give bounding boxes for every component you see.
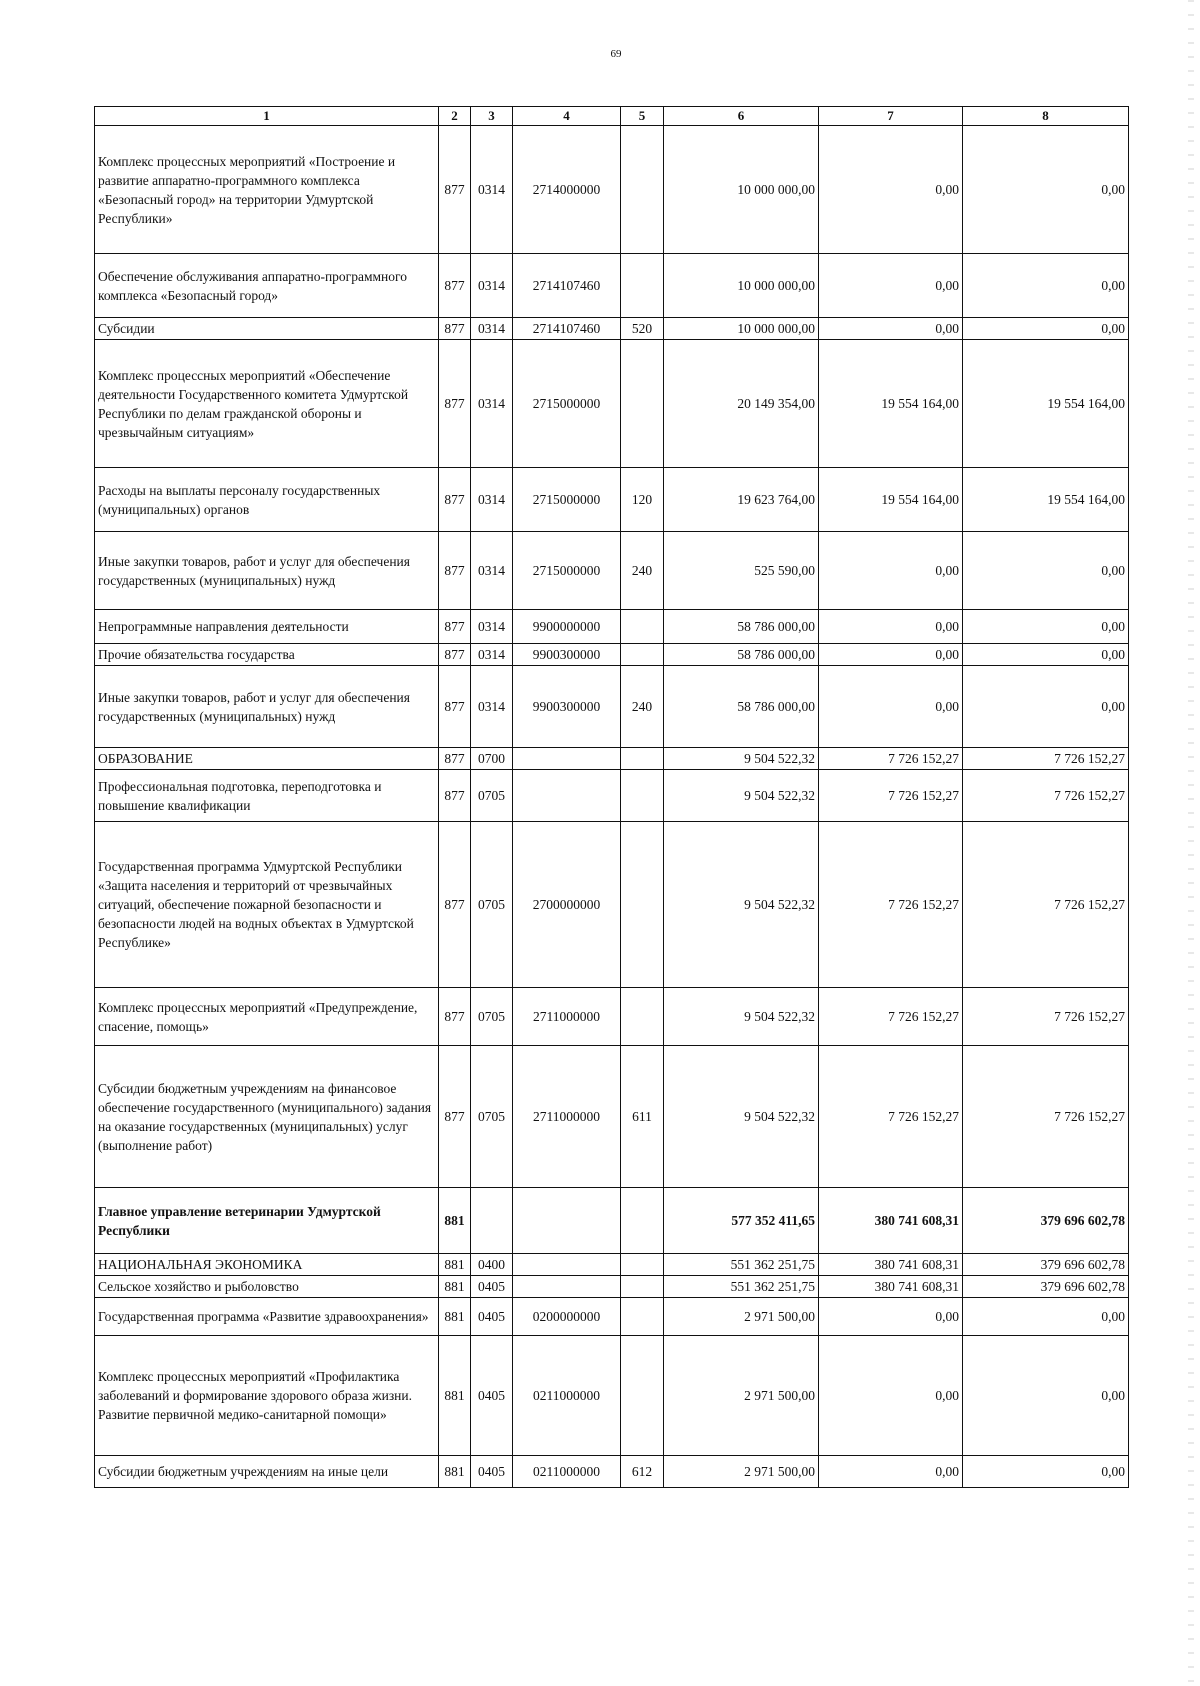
amount-col6-cell: 58 786 000,00 xyxy=(664,644,819,666)
amount-col8-cell: 0,00 xyxy=(963,532,1129,610)
amount-col7-cell: 0,00 xyxy=(819,1456,963,1488)
admin-code-cell: 877 xyxy=(439,610,471,644)
target-article-cell: 0211000000 xyxy=(513,1336,621,1456)
column-header: 2 xyxy=(439,107,471,126)
column-header: 4 xyxy=(513,107,621,126)
amount-col7-cell: 380 741 608,31 xyxy=(819,1276,963,1298)
amount-col6-cell: 577 352 411,65 xyxy=(664,1188,819,1254)
table-row xyxy=(95,748,1129,770)
target-article-cell xyxy=(513,1254,621,1276)
table-row xyxy=(95,1254,1129,1276)
amount-col6-cell: 525 590,00 xyxy=(664,532,819,610)
amount-col7-cell: 0,00 xyxy=(819,254,963,318)
target-article-cell: 2715000000 xyxy=(513,532,621,610)
amount-col6-cell: 9 504 522,32 xyxy=(664,748,819,770)
table-row xyxy=(95,610,1129,644)
page-number: 69 xyxy=(610,48,622,60)
amount-col7-cell: 0,00 xyxy=(819,318,963,340)
column-header: 3 xyxy=(471,107,513,126)
amount-col7-cell: 7 726 152,27 xyxy=(819,748,963,770)
target-article-cell: 2714000000 xyxy=(513,126,621,254)
row-name-cell: Обеспечение обслуживания аппаратно-программного комплекса «Безопасный город» xyxy=(95,254,439,318)
admin-code-cell: 877 xyxy=(439,988,471,1046)
admin-code-cell: 877 xyxy=(439,318,471,340)
amount-col6-cell: 10 000 000,00 xyxy=(664,254,819,318)
column-number-row xyxy=(95,107,1129,126)
amount-col7-cell: 7 726 152,27 xyxy=(819,1046,963,1188)
row-name-cell: Субсидии бюджетным учреждениям на иные цели xyxy=(95,1456,439,1488)
admin-code-cell: 877 xyxy=(439,1046,471,1188)
amount-col6-cell: 10 000 000,00 xyxy=(664,318,819,340)
section-code-cell: 0700 xyxy=(471,748,513,770)
target-article-cell xyxy=(513,1276,621,1298)
column-header: 6 xyxy=(664,107,819,126)
amount-col8-cell: 0,00 xyxy=(963,254,1129,318)
amount-col6-cell: 58 786 000,00 xyxy=(664,610,819,644)
amount-col7-cell: 380 741 608,31 xyxy=(819,1188,963,1254)
section-code-cell: 0705 xyxy=(471,988,513,1046)
expense-type-cell: 611 xyxy=(621,1046,664,1188)
amount-col8-cell: 0,00 xyxy=(963,1298,1129,1336)
amount-col7-cell: 0,00 xyxy=(819,1336,963,1456)
amount-col7-cell: 0,00 xyxy=(819,1298,963,1336)
amount-col6-cell: 9 504 522,32 xyxy=(664,770,819,822)
amount-col7-cell: 0,00 xyxy=(819,610,963,644)
section-code-cell: 0314 xyxy=(471,340,513,468)
admin-code-cell: 877 xyxy=(439,340,471,468)
column-header: 8 xyxy=(963,107,1129,126)
amount-col8-cell: 19 554 164,00 xyxy=(963,468,1129,532)
row-name-cell: Субсидии xyxy=(95,318,439,340)
target-article-cell xyxy=(513,770,621,822)
target-article-cell: 9900300000 xyxy=(513,666,621,748)
target-article-cell: 2700000000 xyxy=(513,822,621,988)
section-code-cell xyxy=(471,1188,513,1254)
row-name-cell: Иные закупки товаров, работ и услуг для обеспечения государственных (муниципальных) нужд xyxy=(95,666,439,748)
row-name-cell: Иные закупки товаров, работ и услуг для обеспечения государственных (муниципальных) нужд xyxy=(95,532,439,610)
table-row xyxy=(95,1336,1129,1456)
target-article-cell: 0211000000 xyxy=(513,1456,621,1488)
expense-type-cell xyxy=(621,1188,664,1254)
amount-col8-cell: 379 696 602,78 xyxy=(963,1276,1129,1298)
section-code-cell: 0314 xyxy=(471,254,513,318)
amount-col7-cell: 0,00 xyxy=(819,644,963,666)
expense-type-cell xyxy=(621,1298,664,1336)
column-header: 7 xyxy=(819,107,963,126)
scan-edge-marks xyxy=(1188,0,1194,1686)
target-article-cell xyxy=(513,748,621,770)
target-article-cell: 9900000000 xyxy=(513,610,621,644)
amount-col7-cell: 0,00 xyxy=(819,666,963,748)
amount-col6-cell: 10 000 000,00 xyxy=(664,126,819,254)
expense-type-cell xyxy=(621,644,664,666)
expense-type-cell xyxy=(621,1254,664,1276)
table-row xyxy=(95,1046,1129,1188)
amount-col6-cell: 9 504 522,32 xyxy=(664,1046,819,1188)
table-row xyxy=(95,468,1129,532)
column-header: 5 xyxy=(621,107,664,126)
budget-table xyxy=(94,106,1129,1488)
section-code-cell: 0705 xyxy=(471,822,513,988)
amount-col6-cell: 551 362 251,75 xyxy=(664,1254,819,1276)
amount-col8-cell: 19 554 164,00 xyxy=(963,340,1129,468)
target-article-cell: 2711000000 xyxy=(513,988,621,1046)
admin-code-cell: 877 xyxy=(439,254,471,318)
amount-col8-cell: 7 726 152,27 xyxy=(963,988,1129,1046)
amount-col8-cell: 0,00 xyxy=(963,644,1129,666)
expense-type-cell: 240 xyxy=(621,532,664,610)
expense-type-cell xyxy=(621,770,664,822)
amount-col8-cell: 0,00 xyxy=(963,1456,1129,1488)
admin-code-cell: 877 xyxy=(439,532,471,610)
row-name-cell: Главное управление ветеринарии Удмуртской Республики xyxy=(95,1188,439,1254)
amount-col6-cell: 9 504 522,32 xyxy=(664,822,819,988)
amount-col6-cell: 2 971 500,00 xyxy=(664,1336,819,1456)
target-article-cell: 2714107460 xyxy=(513,318,621,340)
table-row xyxy=(95,770,1129,822)
row-name-cell: Субсидии бюджетным учреждениям на финансовое обеспечение государственного (муниципального) задания на оказание государственных (муниципальных) услуг (выполнение работ) xyxy=(95,1046,439,1188)
table-row xyxy=(95,1298,1129,1336)
row-name-cell: Комплекс процессных мероприятий «Обеспечение деятельности Государственного комитета Удмуртской Республики по делам гражданской обороны и чрезвычайным ситуациям» xyxy=(95,340,439,468)
table-row xyxy=(95,666,1129,748)
section-code-cell: 0705 xyxy=(471,770,513,822)
table-row xyxy=(95,532,1129,610)
section-code-cell: 0314 xyxy=(471,126,513,254)
amount-col6-cell: 2 971 500,00 xyxy=(664,1456,819,1488)
amount-col6-cell: 551 362 251,75 xyxy=(664,1276,819,1298)
expense-type-cell xyxy=(621,610,664,644)
amount-col6-cell: 9 504 522,32 xyxy=(664,988,819,1046)
admin-code-cell: 881 xyxy=(439,1254,471,1276)
section-code-cell: 0314 xyxy=(471,666,513,748)
amount-col7-cell: 0,00 xyxy=(819,532,963,610)
admin-code-cell: 881 xyxy=(439,1276,471,1298)
section-code-cell: 0314 xyxy=(471,468,513,532)
admin-code-cell: 877 xyxy=(439,666,471,748)
row-name-cell: НАЦИОНАЛЬНАЯ ЭКОНОМИКА xyxy=(95,1254,439,1276)
expense-type-cell xyxy=(621,988,664,1046)
expense-type-cell xyxy=(621,1336,664,1456)
amount-col8-cell: 0,00 xyxy=(963,126,1129,254)
expense-type-cell xyxy=(621,748,664,770)
amount-col8-cell: 379 696 602,78 xyxy=(963,1254,1129,1276)
table-row xyxy=(95,1188,1129,1254)
admin-code-cell: 877 xyxy=(439,468,471,532)
expense-type-cell xyxy=(621,1276,664,1298)
admin-code-cell: 877 xyxy=(439,748,471,770)
admin-code-cell: 881 xyxy=(439,1298,471,1336)
target-article-cell: 0200000000 xyxy=(513,1298,621,1336)
amount-col8-cell: 0,00 xyxy=(963,610,1129,644)
section-code-cell: 0405 xyxy=(471,1298,513,1336)
row-name-cell: Комплекс процессных мероприятий «Построение и развитие аппаратно-программного комплекса «Безопасный город» на территории Удмуртской Республики» xyxy=(95,126,439,254)
section-code-cell: 0405 xyxy=(471,1336,513,1456)
admin-code-cell: 881 xyxy=(439,1188,471,1254)
table-row xyxy=(95,988,1129,1046)
admin-code-cell: 877 xyxy=(439,126,471,254)
expense-type-cell: 520 xyxy=(621,318,664,340)
target-article-cell: 2715000000 xyxy=(513,340,621,468)
amount-col8-cell: 0,00 xyxy=(963,666,1129,748)
amount-col8-cell: 7 726 152,27 xyxy=(963,770,1129,822)
table-row xyxy=(95,1276,1129,1298)
table-row xyxy=(95,822,1129,988)
amount-col8-cell: 7 726 152,27 xyxy=(963,1046,1129,1188)
target-article-cell: 9900300000 xyxy=(513,644,621,666)
admin-code-cell: 881 xyxy=(439,1336,471,1456)
admin-code-cell: 881 xyxy=(439,1456,471,1488)
amount-col7-cell: 7 726 152,27 xyxy=(819,822,963,988)
expense-type-cell xyxy=(621,254,664,318)
expense-type-cell xyxy=(621,340,664,468)
amount-col6-cell: 19 623 764,00 xyxy=(664,468,819,532)
expense-type-cell xyxy=(621,126,664,254)
row-name-cell: Непрограммные направления деятельности xyxy=(95,610,439,644)
row-name-cell: Сельское хозяйство и рыболовство xyxy=(95,1276,439,1298)
table-row xyxy=(95,318,1129,340)
section-code-cell: 0705 xyxy=(471,1046,513,1188)
row-name-cell: Расходы на выплаты персоналу государственных (муниципальных) органов xyxy=(95,468,439,532)
row-name-cell: Государственная программа Удмуртской Республики «Защита населения и территорий от чрезвычайных ситуаций, обеспечение пожарной безопасности и безопасности людей на водных объектах в Удмуртской Республике» xyxy=(95,822,439,988)
table-row xyxy=(95,126,1129,254)
amount-col7-cell: 19 554 164,00 xyxy=(819,340,963,468)
table-row xyxy=(95,644,1129,666)
row-name-cell: Прочие обязательства государства xyxy=(95,644,439,666)
row-name-cell: Комплекс процессных мероприятий «Предупреждение, спасение, помощь» xyxy=(95,988,439,1046)
amount-col6-cell: 58 786 000,00 xyxy=(664,666,819,748)
amount-col8-cell: 7 726 152,27 xyxy=(963,748,1129,770)
section-code-cell: 0314 xyxy=(471,644,513,666)
row-name-cell: Профессиональная подготовка, переподготовка и повышение квалификации xyxy=(95,770,439,822)
expense-type-cell: 612 xyxy=(621,1456,664,1488)
expense-type-cell: 240 xyxy=(621,666,664,748)
expense-type-cell xyxy=(621,822,664,988)
expense-type-cell: 120 xyxy=(621,468,664,532)
row-name-cell: Комплекс процессных мероприятий «Профилактика заболеваний и формирование здорового образа жизни. Развитие первичной медико-санитарной помощи» xyxy=(95,1336,439,1456)
amount-col7-cell: 0,00 xyxy=(819,126,963,254)
amount-col6-cell: 20 149 354,00 xyxy=(664,340,819,468)
section-code-cell: 0405 xyxy=(471,1276,513,1298)
table-row xyxy=(95,340,1129,468)
section-code-cell: 0314 xyxy=(471,610,513,644)
amount-col8-cell: 0,00 xyxy=(963,318,1129,340)
row-name-cell: ОБРАЗОВАНИЕ xyxy=(95,748,439,770)
amount-col7-cell: 7 726 152,27 xyxy=(819,770,963,822)
table-row xyxy=(95,1456,1129,1488)
amount-col7-cell: 7 726 152,27 xyxy=(819,988,963,1046)
table-row xyxy=(95,254,1129,318)
amount-col8-cell: 379 696 602,78 xyxy=(963,1188,1129,1254)
section-code-cell: 0314 xyxy=(471,532,513,610)
target-article-cell: 2715000000 xyxy=(513,468,621,532)
target-article-cell: 2711000000 xyxy=(513,1046,621,1188)
target-article-cell xyxy=(513,1188,621,1254)
section-code-cell: 0405 xyxy=(471,1456,513,1488)
section-code-cell: 0314 xyxy=(471,318,513,340)
amount-col7-cell: 380 741 608,31 xyxy=(819,1254,963,1276)
admin-code-cell: 877 xyxy=(439,822,471,988)
amount-col8-cell: 7 726 152,27 xyxy=(963,822,1129,988)
section-code-cell: 0400 xyxy=(471,1254,513,1276)
amount-col7-cell: 19 554 164,00 xyxy=(819,468,963,532)
target-article-cell: 2714107460 xyxy=(513,254,621,318)
column-header: 1 xyxy=(95,107,439,126)
admin-code-cell: 877 xyxy=(439,644,471,666)
row-name-cell: Государственная программа «Развитие здравоохранения» xyxy=(95,1298,439,1336)
admin-code-cell: 877 xyxy=(439,770,471,822)
amount-col8-cell: 0,00 xyxy=(963,1336,1129,1456)
amount-col6-cell: 2 971 500,00 xyxy=(664,1298,819,1336)
